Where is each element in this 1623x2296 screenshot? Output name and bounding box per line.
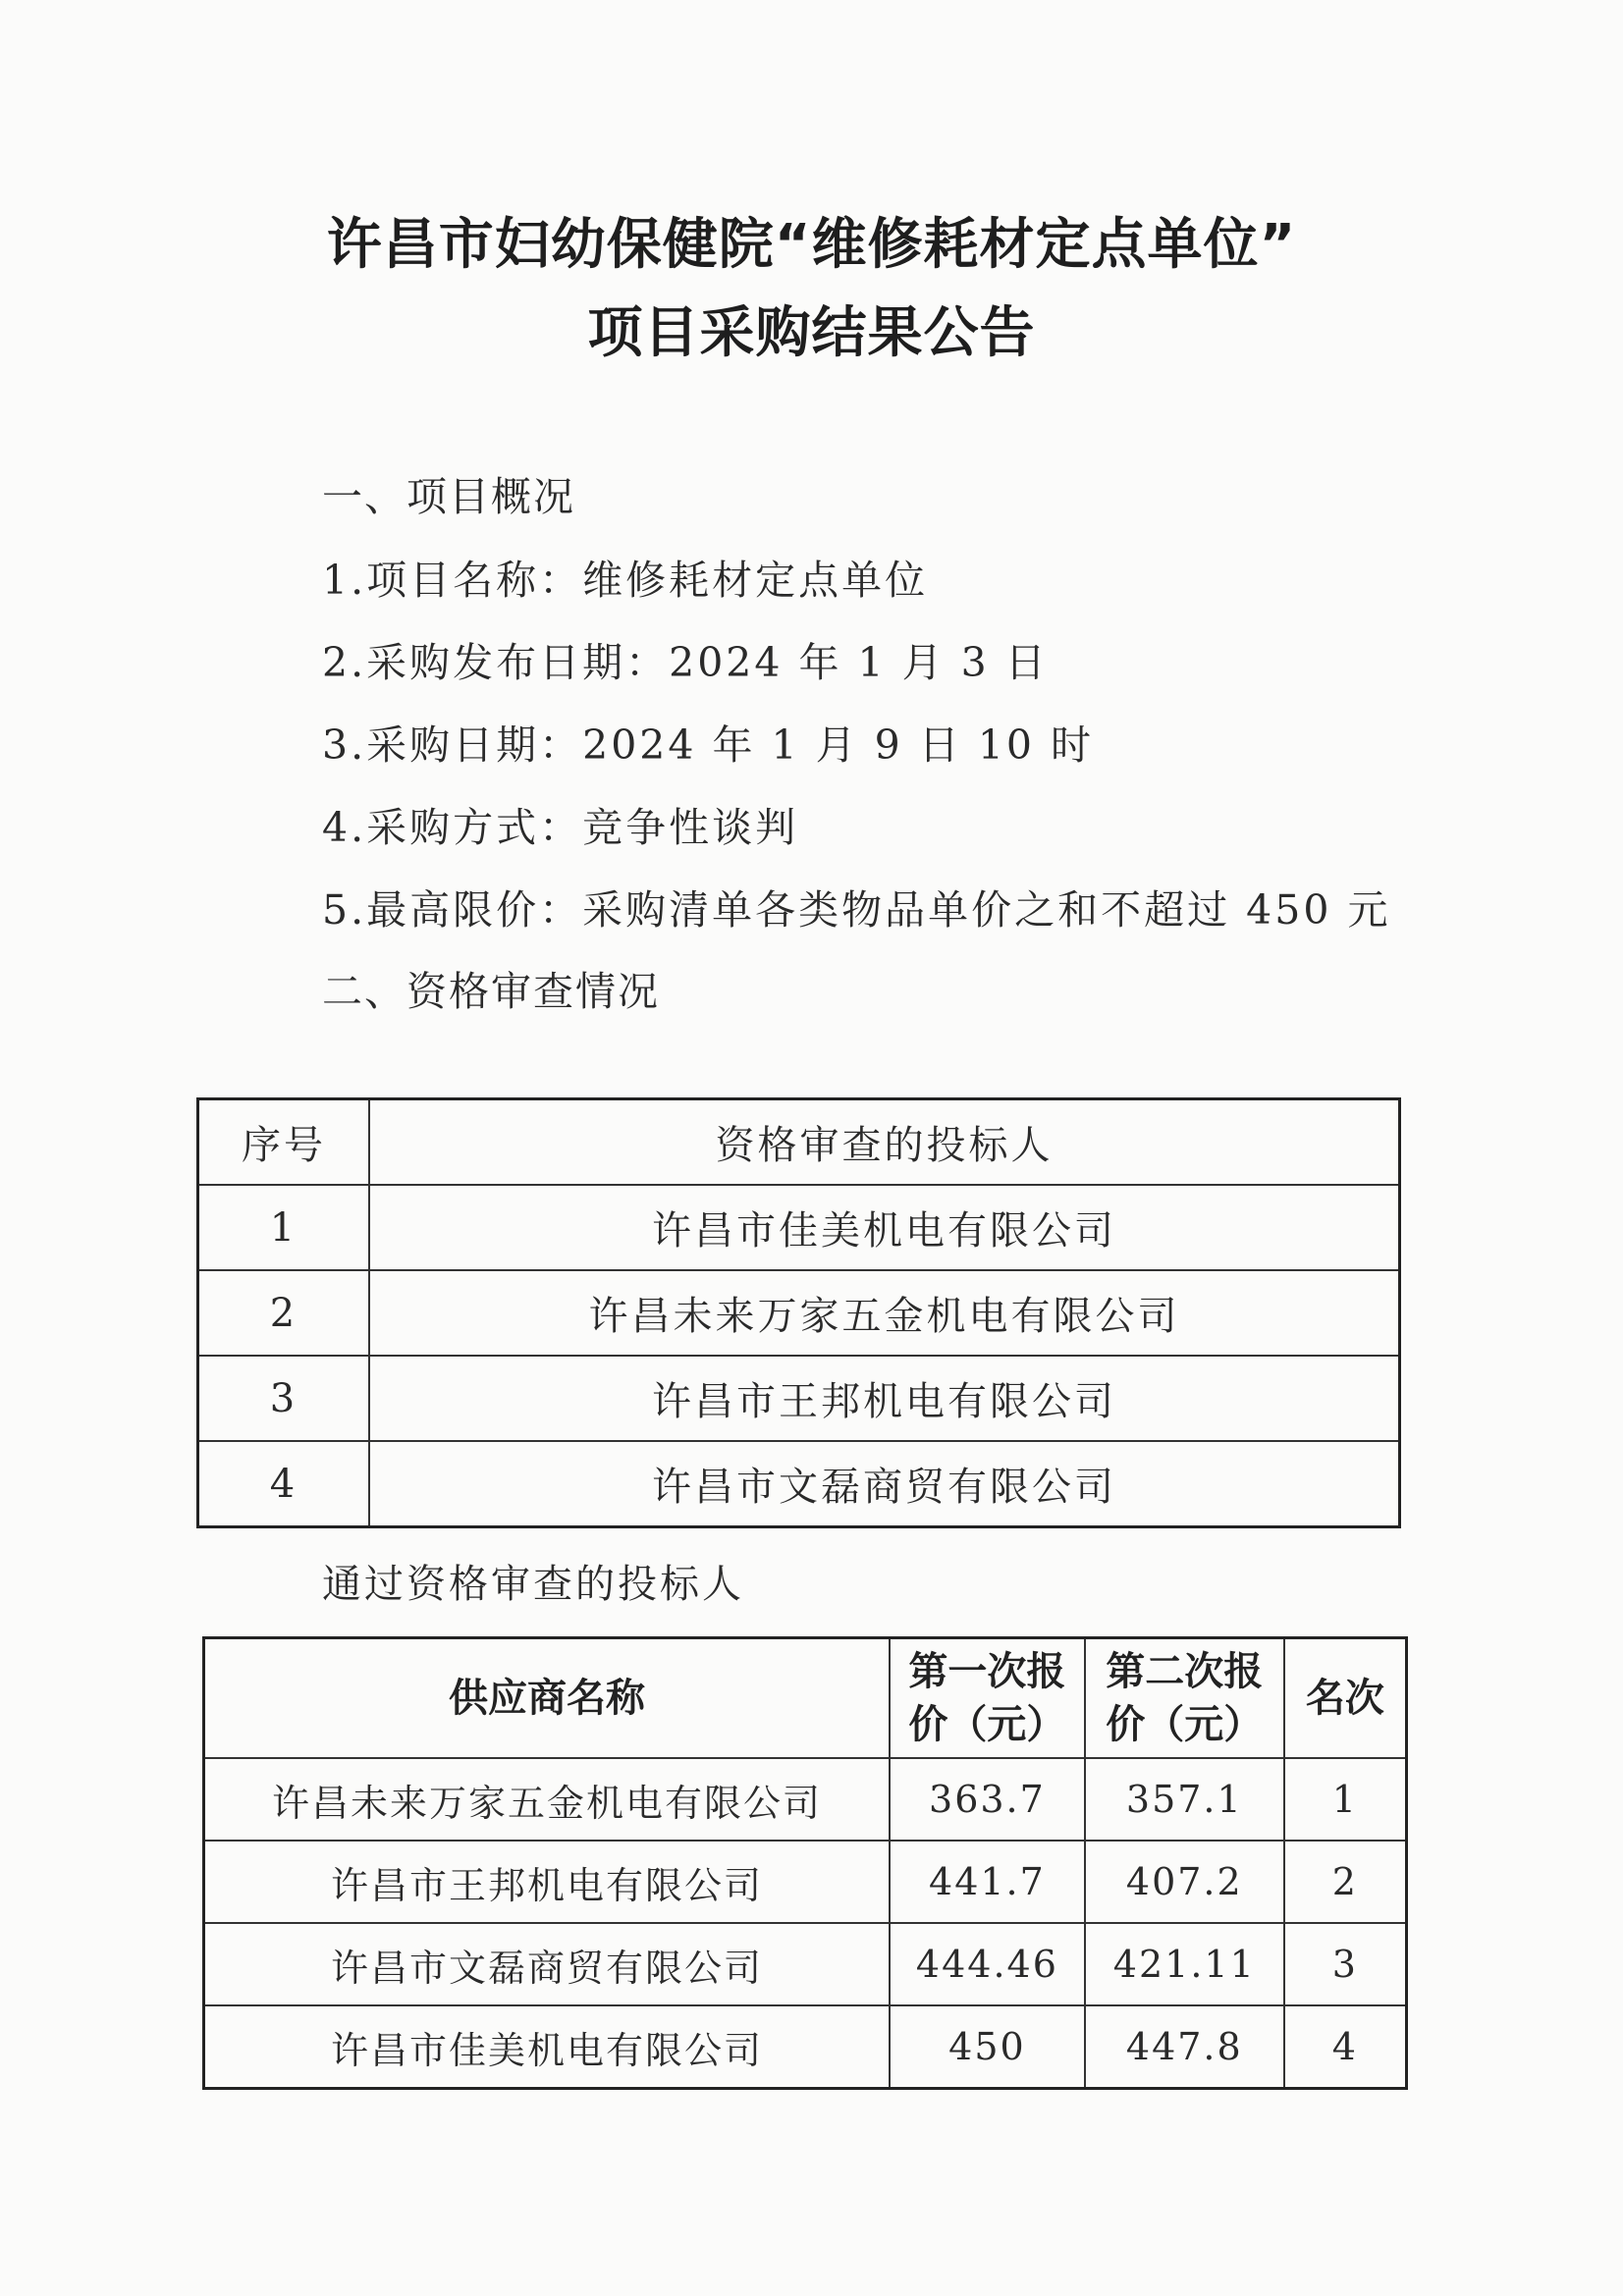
qualification-table (196, 1097, 1401, 1528)
serial-cell: 4 (198, 1441, 370, 1527)
second-quote-cell: 421.11 (1085, 1923, 1284, 2005)
first-quote-cell: 441.7 (890, 1841, 1085, 1923)
price-limit-line: 5.最高限价：采购清单各类物品单价之和不超过 450 元 (322, 886, 1391, 934)
header-supplier-name: 供应商名称 (204, 1638, 890, 1759)
rank-cell: 4 (1284, 2005, 1407, 2089)
header-first-quote-line-1: 第一次报 (908, 1649, 1066, 1694)
purchase-date-line: 3.采购日期：2024 年 1 月 9 日 10 时 (322, 721, 1095, 769)
supplier-name-cell: 许昌未来万家五金机电有限公司 (204, 1758, 890, 1841)
header-first-quote (890, 1638, 1085, 1759)
table-row (204, 1758, 1407, 1841)
purchase-method-line: 4.采购方式：竞争性谈判 (322, 804, 799, 851)
header-second-quote-line-2: 价（元） (1106, 1702, 1264, 1747)
title-line-1: 许昌市妇幼保健院“维修耗材定点单位” (326, 213, 1297, 277)
bidder-cell: 许昌市王邦机电有限公司 (369, 1356, 1400, 1441)
project-name-line: 1.项目名称：维修耗材定点单位 (322, 557, 929, 604)
bidder-cell: 许昌市文磊商贸有限公司 (369, 1441, 1400, 1527)
rank-cell: 1 (1284, 1758, 1407, 1841)
table-row (204, 1841, 1407, 1923)
table-row (204, 1923, 1407, 2005)
bidder-cell: 许昌未来万家五金机电有限公司 (369, 1270, 1400, 1356)
table-row (198, 1270, 1400, 1356)
rank-cell: 3 (1284, 1923, 1407, 2005)
passed-bidders-caption: 通过资格审查的投标人 (322, 1562, 744, 1607)
header-serial: 序号 (198, 1099, 370, 1186)
first-quote-cell: 450 (890, 2005, 1085, 2089)
second-quote-cell: 357.1 (1085, 1758, 1284, 1841)
title-line-2: 项目采购结果公告 (587, 301, 1036, 365)
supplier-name-cell: 许昌市佳美机电有限公司 (204, 2005, 890, 2089)
quote-table (202, 1636, 1408, 2090)
header-second-quote-line-1: 第二次报 (1106, 1649, 1264, 1694)
section-1-heading: 一、项目概况 (322, 473, 575, 520)
serial-cell: 2 (198, 1270, 370, 1356)
table-row (198, 1185, 1400, 1270)
second-quote-cell: 407.2 (1085, 1841, 1284, 1923)
serial-cell: 1 (198, 1185, 370, 1270)
header-second-quote (1085, 1638, 1284, 1759)
header-first-quote-line-2: 价（元） (908, 1702, 1066, 1747)
first-quote-cell: 363.7 (890, 1758, 1085, 1841)
table-row (204, 2005, 1407, 2089)
header-rank: 名次 (1284, 1638, 1407, 1759)
header-bidder: 资格审查的投标人 (369, 1099, 1400, 1186)
table-row (198, 1441, 1400, 1527)
rank-cell: 2 (1284, 1841, 1407, 1923)
table-header-row (198, 1099, 1400, 1186)
second-quote-cell: 447.8 (1085, 2005, 1284, 2089)
section-2-heading: 二、资格审查情况 (322, 968, 660, 1015)
table-header-row (204, 1638, 1407, 1759)
bidder-cell: 许昌市佳美机电有限公司 (369, 1185, 1400, 1270)
first-quote-cell: 444.46 (890, 1923, 1085, 2005)
table-row (198, 1356, 1400, 1441)
supplier-name-cell: 许昌市文磊商贸有限公司 (204, 1923, 890, 2005)
supplier-name-cell: 许昌市王邦机电有限公司 (204, 1841, 890, 1923)
publish-date-line: 2.采购发布日期：2024 年 1 月 3 日 (322, 639, 1049, 686)
serial-cell: 3 (198, 1356, 370, 1441)
